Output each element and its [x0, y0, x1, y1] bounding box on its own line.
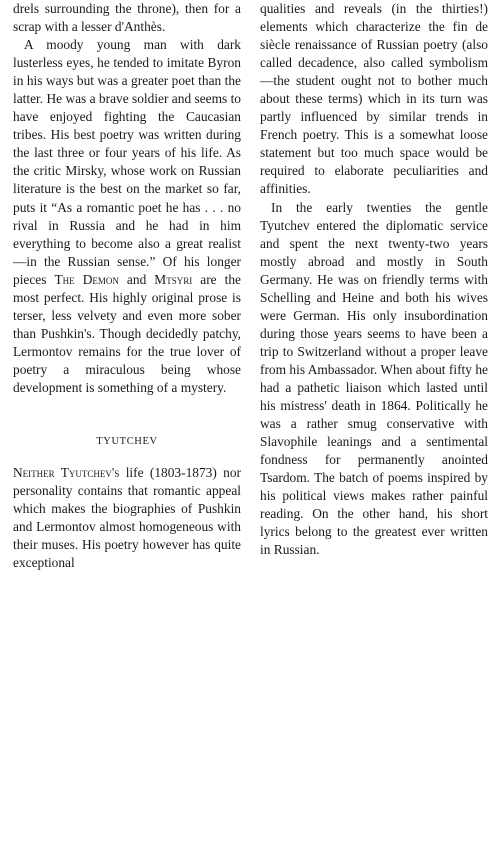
paragraph-tyutchev-intro [13, 464, 241, 572]
paragraph-tyutchev-life: In the early twenties the gentle Tyutchev entered the diplomatic service and spent the next twenty-two years mostly abroad and mostly in South Germany. He was on friendly terms with Schelling and Heine and both his wives were German. His only insubordination during those years seems to have been a trip to Switzerland without a proper leave from his Ambassador. When about fifty he had a pathetic liaison which lasted until his mistress' death in 1864. Politically he was a rather smug conservative with Slavophile leanings and a sentimental fondness for permanently anointed Tsardom. The batch of poems inspired by his political views makes rather painful reading. On the other hand, his short lyrics belong to the greatest ever written in Russian. [260, 199, 488, 558]
paragraph-continuation: drels surrounding the throne), then for a scrap with a lesser d'Anthès. [13, 1, 241, 35]
paragraph-lermontov [13, 36, 241, 397]
paragraph-text: are the most perfect. His highly original prose is terser, less velvety and even more sober than Pushkin's. Though decidedly patchy, Lermontov remains for the true lover of poetry a miraculous being whose development is something of a mystery. [13, 271, 241, 395]
paragraph-text: life (1803-1873) nor personality contains that romantic appeal which makes the biographies of Pushkin and Lermontov almost homogeneous with their muses. His poetry however has quite exceptional [13, 465, 241, 571]
work-title-mtsyri: Mtsyri [154, 271, 193, 287]
section-heading: TYUTCHEV [96, 436, 158, 448]
paragraph-lead-in: Neither Tyutchev's [13, 465, 120, 481]
left-text-column [13, 0, 241, 572]
paragraph-text: and [118, 271, 155, 287]
work-title-demon: The Demon [54, 271, 119, 287]
paragraph-continuation: qualities and reveals (in the thirties!) elements which characterize the fin de siècle renaissance of Russian poetry (also called decadence, also called symbolism—the student ought not to bother much about these terms) which in its turn was partly influenced by similar trends in French poetry. This is a somewhat loose statement but too much space would be required to elaborate peculiarities and affinities. [260, 1, 488, 197]
right-text-column [260, 0, 488, 559]
paragraph-text: A moody young man with dark lusterless eyes, he tended to imitate Byron in his ways but was a greater poet than the latter. He was a brave soldier and seems to have enjoyed fighting the Caucasian tribes. His best poetry was written during the last three or four years of his life. As the critic Mirsky, whose work on Russian literature is the best on the market so far, puts it “As a romantic poet he has . . . no rival in Russia and he had in him everything to become also a great realist—in the Russian sense.” Of his longer pieces [13, 37, 241, 287]
